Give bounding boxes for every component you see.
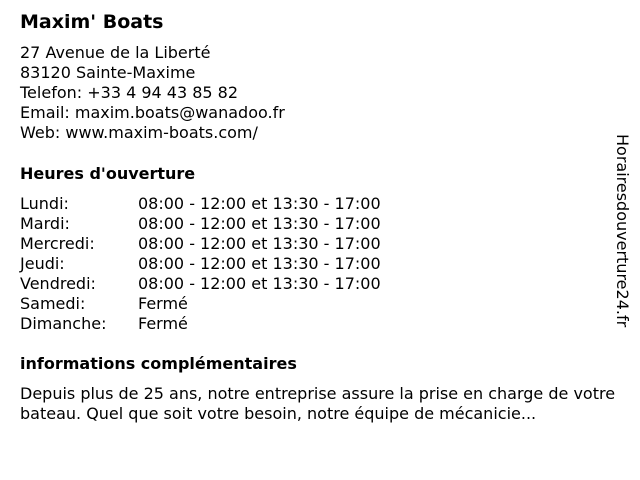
side-watermark: Horairesdouverture24.fr bbox=[613, 134, 632, 328]
address-line-1: 27 Avenue de la Liberté bbox=[20, 43, 211, 62]
hours-row-saturday bbox=[20, 294, 440, 314]
day-label: Lundi: bbox=[20, 194, 69, 213]
address-line-2: 83120 Sainte-Maxime bbox=[20, 63, 196, 82]
time-value: 08:00 - 12:00 et 13:30 - 17:00 bbox=[138, 274, 381, 293]
hours-row-tuesday bbox=[20, 214, 440, 234]
additional-info-text: Depuis plus de 25 ans, notre entreprise assure la prise en charge de votre bateau. Quel que soit votre besoin, notre équipe de mécanicie... bbox=[20, 384, 616, 423]
time-value: 08:00 - 12:00 et 13:30 - 17:00 bbox=[138, 254, 381, 273]
time-value: 08:00 - 12:00 et 13:30 - 17:00 bbox=[138, 234, 381, 253]
day-label: Mercredi: bbox=[20, 234, 95, 253]
time-value: 08:00 - 12:00 et 13:30 - 17:00 bbox=[138, 214, 381, 233]
time-value: 08:00 - 12:00 et 13:30 - 17:00 bbox=[138, 194, 381, 213]
hours-row-monday bbox=[20, 194, 440, 214]
additional-info-heading: informations complémentaires bbox=[20, 354, 297, 373]
hours-row-wednesday bbox=[20, 234, 440, 254]
business-name: Maxim' Boats bbox=[20, 11, 164, 33]
email-address[interactable]: Email: maxim.boats@wanadoo.fr bbox=[20, 103, 285, 122]
hours-row-friday bbox=[20, 274, 440, 294]
time-value: Fermé bbox=[138, 314, 188, 333]
day-label: Jeudi: bbox=[20, 254, 65, 273]
phone-number[interactable]: Telefon: +33 4 94 43 85 82 bbox=[20, 83, 239, 102]
website-link[interactable]: Web: www.maxim-boats.com/ bbox=[20, 123, 258, 142]
opening-hours-heading: Heures d'ouverture bbox=[20, 164, 196, 183]
day-label: Mardi: bbox=[20, 214, 70, 233]
hours-row-thursday bbox=[20, 254, 440, 274]
day-label: Samedi: bbox=[20, 294, 86, 313]
hours-row-sunday bbox=[20, 314, 440, 334]
contact-block bbox=[20, 43, 285, 143]
day-label: Dimanche: bbox=[20, 314, 107, 333]
day-label: Vendredi: bbox=[20, 274, 96, 293]
opening-hours-table bbox=[20, 194, 440, 334]
time-value: Fermé bbox=[138, 294, 188, 313]
